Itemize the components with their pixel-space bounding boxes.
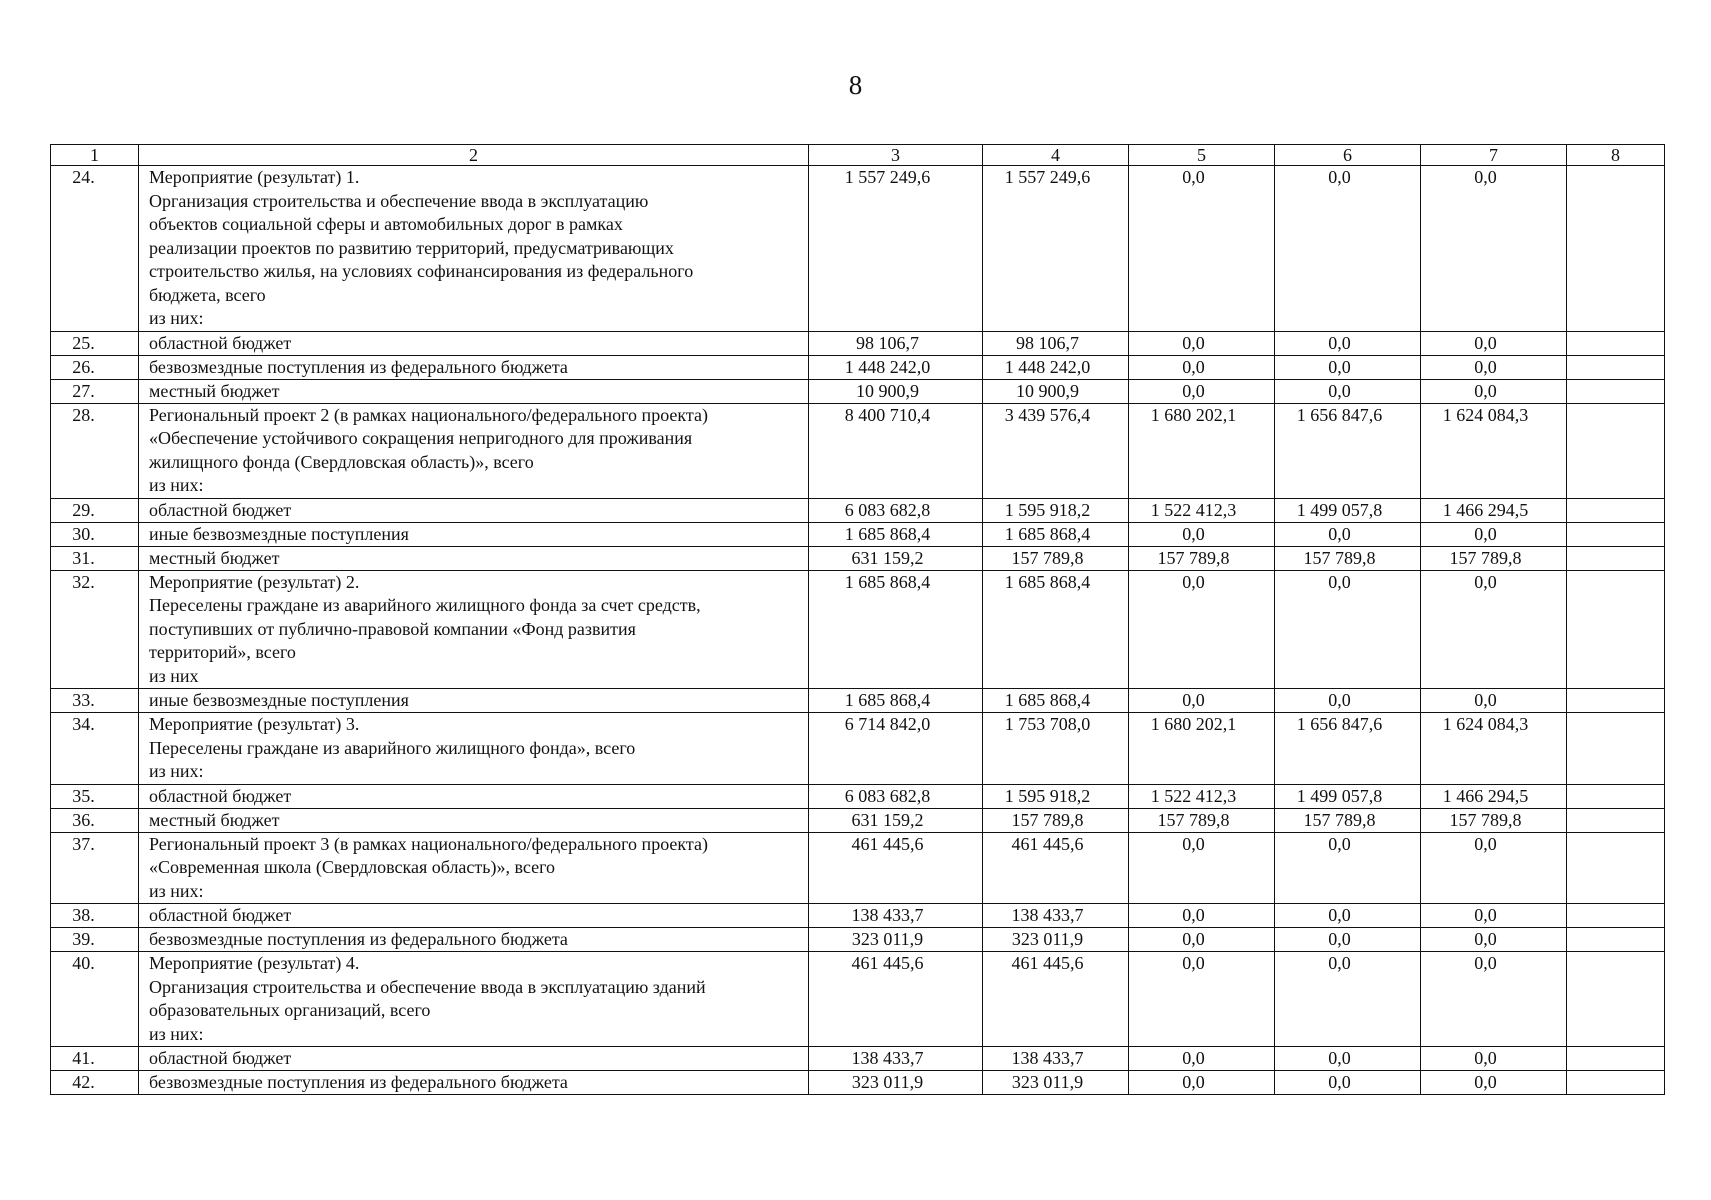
value-cell-c7: 157 789,8 (1421, 808, 1567, 832)
value-cell-c8 (1567, 904, 1665, 928)
value-cell-c6: 157 789,8 (1275, 546, 1421, 570)
value-cell-c5: 0,0 (1129, 832, 1275, 904)
value-cell-c5: 0,0 (1129, 522, 1275, 546)
item-name-line: из них: (149, 475, 204, 495)
value-cell-c5: 1 522 412,3 (1129, 498, 1275, 522)
value-cell-c4: 3 439 576,4 (983, 403, 1129, 498)
item-name-cell (139, 928, 809, 952)
value-cell-c4: 98 106,7 (983, 331, 1129, 355)
item-name-line: Переселены граждане из аварийного жилищного фонда», всего (149, 737, 636, 758)
value-cell-c6: 0,0 (1275, 904, 1421, 928)
item-name-line: из них (149, 665, 199, 686)
value-cell-c7: 1 624 084,3 (1421, 403, 1567, 498)
table-row (51, 784, 1665, 808)
item-name-line: «Современная школа (Свердловская область)», всего (149, 857, 556, 877)
item-name-line: Региональный проект 3 (в рамках национального/федерального проекта) (149, 833, 708, 854)
value-cell-c8 (1567, 1047, 1665, 1071)
row-number-cell: 35. (51, 784, 139, 808)
item-name-line: Мероприятие (результат) 1. (149, 167, 360, 187)
value-cell-c7: 0,0 (1421, 952, 1567, 1047)
row-number-cell: 29. (51, 498, 139, 522)
value-cell-c6: 0,0 (1275, 1047, 1421, 1071)
value-cell-c5: 0,0 (1129, 379, 1275, 403)
value-cell-c5: 0,0 (1129, 904, 1275, 928)
header-cell-5: 5 (1129, 145, 1275, 166)
value-cell-c3: 461 445,6 (809, 952, 983, 1047)
value-cell-c3: 461 445,6 (809, 832, 983, 904)
value-cell-c4: 323 011,9 (983, 928, 1129, 952)
header-row (51, 145, 1665, 166)
value-cell-c6: 0,0 (1275, 928, 1421, 952)
value-cell-c7: 0,0 (1421, 522, 1567, 546)
value-cell-c8 (1567, 689, 1665, 713)
value-cell-c8 (1567, 403, 1665, 498)
value-cell-c7: 0,0 (1421, 331, 1567, 355)
header-cell-1: 1 (51, 145, 139, 166)
item-name-line: местный бюджет (149, 809, 280, 830)
value-cell-c8 (1567, 355, 1665, 379)
value-cell-c7: 0,0 (1421, 832, 1567, 904)
item-name-line: областной бюджет (149, 332, 292, 353)
row-number-cell: 28. (51, 403, 139, 498)
value-cell-c5: 0,0 (1129, 331, 1275, 355)
value-cell-c7: 0,0 (1421, 928, 1567, 952)
value-cell-c5: 1 680 202,1 (1129, 713, 1275, 785)
page-number: 8 (848, 70, 863, 100)
item-name-line: из них: (149, 761, 204, 781)
table-row (51, 713, 1665, 785)
value-cell-c6: 0,0 (1275, 355, 1421, 379)
table-row (51, 166, 1665, 332)
row-number-cell: 41. (51, 1047, 139, 1071)
value-cell-c5: 0,0 (1129, 928, 1275, 952)
value-cell-c4: 138 433,7 (983, 904, 1129, 928)
row-number-cell: 40. (51, 952, 139, 1047)
value-cell-c8 (1567, 166, 1665, 332)
value-cell-c4: 157 789,8 (983, 546, 1129, 570)
item-name-line: реализации проектов по развитию территорий, предусматривающих (149, 237, 674, 258)
value-cell-c5: 157 789,8 (1129, 808, 1275, 832)
value-cell-c6: 0,0 (1275, 832, 1421, 904)
item-name-line: Организация строительства и обеспечение ввода в эксплуатацию зданий (149, 976, 706, 997)
value-cell-c3: 6 083 682,8 (809, 784, 983, 808)
item-name-cell (139, 570, 809, 689)
value-cell-c8 (1567, 570, 1665, 689)
row-number-cell: 31. (51, 546, 139, 570)
row-number-cell: 38. (51, 904, 139, 928)
item-name-line: Переселены граждане из аварийного жилищного фонда за счет средств, (149, 595, 701, 615)
value-cell-c6: 1 499 057,8 (1275, 784, 1421, 808)
row-number-cell: 34. (51, 713, 139, 785)
item-name-line: образовательных организаций, всего (149, 1000, 431, 1020)
table-row (51, 952, 1665, 1047)
item-name-line: из них: (149, 308, 204, 328)
value-cell-c6: 0,0 (1275, 379, 1421, 403)
value-cell-c3: 6 083 682,8 (809, 498, 983, 522)
value-cell-c5: 0,0 (1129, 355, 1275, 379)
value-cell-c4: 1 595 918,2 (983, 498, 1129, 522)
table-row (51, 355, 1665, 379)
value-cell-c4: 1 685 868,4 (983, 570, 1129, 689)
table-row (51, 331, 1665, 355)
value-cell-c3: 6 714 842,0 (809, 713, 983, 785)
item-name-line: областной бюджет (149, 499, 292, 520)
value-cell-c3: 323 011,9 (809, 928, 983, 952)
value-cell-c6: 0,0 (1275, 689, 1421, 713)
table-row (51, 1071, 1665, 1095)
value-cell-c6: 157 789,8 (1275, 808, 1421, 832)
value-cell-c3: 138 433,7 (809, 904, 983, 928)
value-cell-c8 (1567, 808, 1665, 832)
value-cell-c3: 8 400 710,4 (809, 403, 983, 498)
table-row (51, 1047, 1665, 1071)
item-name-cell (139, 498, 809, 522)
value-cell-c6: 0,0 (1275, 1071, 1421, 1095)
item-name-cell (139, 403, 809, 498)
value-cell-c4: 1 595 918,2 (983, 784, 1129, 808)
table-row (51, 522, 1665, 546)
header-cell-3: 3 (809, 145, 983, 166)
item-name-line: поступивших от публично-правовой компании «Фонд развития (149, 618, 636, 639)
value-cell-c3: 138 433,7 (809, 1047, 983, 1071)
value-cell-c8 (1567, 331, 1665, 355)
table-row (51, 904, 1665, 928)
value-cell-c6: 0,0 (1275, 331, 1421, 355)
value-cell-c5: 0,0 (1129, 570, 1275, 689)
value-cell-c7: 0,0 (1421, 355, 1567, 379)
value-cell-c7: 157 789,8 (1421, 546, 1567, 570)
header-cell-8: 8 (1567, 145, 1665, 166)
row-number-cell: 33. (51, 689, 139, 713)
table-body (51, 145, 1665, 1095)
value-cell-c7: 0,0 (1421, 166, 1567, 332)
header-cell-4: 4 (983, 145, 1129, 166)
value-cell-c5: 0,0 (1129, 1071, 1275, 1095)
value-cell-c5: 1 680 202,1 (1129, 403, 1275, 498)
value-cell-c7: 0,0 (1421, 904, 1567, 928)
item-name-line: территорий», всего (149, 642, 296, 662)
budget-table (50, 144, 1665, 1095)
value-cell-c8 (1567, 928, 1665, 952)
value-cell-c3: 1 685 868,4 (809, 689, 983, 713)
item-name-cell (139, 546, 809, 570)
item-name-line: строительство жилья, на условиях софинансирования из федерального (149, 261, 694, 281)
item-name-line: Мероприятие (результат) 3. (149, 714, 360, 734)
item-name-cell (139, 522, 809, 546)
value-cell-c6: 0,0 (1275, 570, 1421, 689)
value-cell-c7: 1 466 294,5 (1421, 498, 1567, 522)
value-cell-c6: 0,0 (1275, 166, 1421, 332)
value-cell-c7: 0,0 (1421, 570, 1567, 689)
item-name-line: бюджета, всего (149, 284, 266, 305)
value-cell-c4: 323 011,9 (983, 1071, 1129, 1095)
item-name-cell (139, 808, 809, 832)
value-cell-c3: 1 557 249,6 (809, 166, 983, 332)
item-name-cell (139, 1047, 809, 1071)
value-cell-c7: 1 466 294,5 (1421, 784, 1567, 808)
value-cell-c5: 157 789,8 (1129, 546, 1275, 570)
item-name-line: безвозмездные поступления из федерального бюджета (149, 1072, 568, 1092)
row-number-cell: 26. (51, 355, 139, 379)
item-name-line: областной бюджет (149, 785, 292, 806)
item-name-line: областной бюджет (149, 1048, 292, 1068)
row-number-cell: 30. (51, 522, 139, 546)
value-cell-c8 (1567, 784, 1665, 808)
value-cell-c4: 1 685 868,4 (983, 522, 1129, 546)
row-number-cell: 32. (51, 570, 139, 689)
value-cell-c5: 0,0 (1129, 1047, 1275, 1071)
item-name-line: безвозмездные поступления из федерального бюджета (149, 356, 568, 377)
value-cell-c7: 0,0 (1421, 689, 1567, 713)
item-name-cell (139, 904, 809, 928)
row-number-cell: 24. (51, 166, 139, 332)
value-cell-c4: 157 789,8 (983, 808, 1129, 832)
item-name-line: иные безвозмездные поступления (149, 523, 409, 544)
item-name-line: безвозмездные поступления из федерального бюджета (149, 929, 568, 949)
value-cell-c4: 1 448 242,0 (983, 355, 1129, 379)
item-name-line: Мероприятие (результат) 2. (149, 571, 360, 592)
value-cell-c6: 1 499 057,8 (1275, 498, 1421, 522)
value-cell-c3: 631 159,2 (809, 546, 983, 570)
value-cell-c8 (1567, 498, 1665, 522)
value-cell-c8 (1567, 1071, 1665, 1095)
value-cell-c8 (1567, 522, 1665, 546)
item-name-cell (139, 355, 809, 379)
value-cell-c8 (1567, 546, 1665, 570)
table-row (51, 808, 1665, 832)
item-name-line: местный бюджет (149, 547, 280, 568)
item-name-line: «Обеспечение устойчивого сокращения непригодного для проживания (149, 428, 693, 448)
table-row (51, 498, 1665, 522)
row-number-cell: 27. (51, 379, 139, 403)
item-name-line: Региональный проект 2 (в рамках национального/федерального проекта) (149, 404, 708, 425)
table-row (51, 546, 1665, 570)
value-cell-c6: 1 656 847,6 (1275, 713, 1421, 785)
value-cell-c5: 1 522 412,3 (1129, 784, 1275, 808)
row-number-cell: 37. (51, 832, 139, 904)
value-cell-c4: 461 445,6 (983, 832, 1129, 904)
value-cell-c3: 1 448 242,0 (809, 355, 983, 379)
value-cell-c3: 98 106,7 (809, 331, 983, 355)
item-name-cell (139, 952, 809, 1047)
table-row (51, 928, 1665, 952)
value-cell-c4: 1 685 868,4 (983, 689, 1129, 713)
item-name-line: Мероприятие (результат) 4. (149, 953, 360, 973)
value-cell-c8 (1567, 379, 1665, 403)
item-name-cell (139, 713, 809, 785)
item-name-line: иные безвозмездные поступления (149, 690, 409, 710)
value-cell-c4: 1 753 708,0 (983, 713, 1129, 785)
item-name-line: из них: (149, 880, 204, 901)
value-cell-c3: 1 685 868,4 (809, 522, 983, 546)
value-cell-c5: 0,0 (1129, 952, 1275, 1047)
item-name-line: областной бюджет (149, 905, 292, 925)
table-row (51, 832, 1665, 904)
value-cell-c6: 1 656 847,6 (1275, 403, 1421, 498)
value-cell-c4: 461 445,6 (983, 952, 1129, 1047)
item-name-cell (139, 331, 809, 355)
row-number-cell: 39. (51, 928, 139, 952)
header-cell-7: 7 (1421, 145, 1567, 166)
item-name-line: жилищного фонда (Свердловская область)», всего (149, 451, 534, 472)
value-cell-c5: 0,0 (1129, 166, 1275, 332)
value-cell-c7: 0,0 (1421, 379, 1567, 403)
row-number-cell: 36. (51, 808, 139, 832)
item-name-line: из них: (149, 1023, 204, 1044)
table-row (51, 403, 1665, 498)
item-name-line: местный бюджет (149, 380, 280, 401)
value-cell-c5: 0,0 (1129, 689, 1275, 713)
value-cell-c8 (1567, 952, 1665, 1047)
header-cell-2: 2 (139, 145, 809, 166)
item-name-cell (139, 832, 809, 904)
item-name-cell (139, 784, 809, 808)
value-cell-c7: 0,0 (1421, 1047, 1567, 1071)
item-name-cell (139, 379, 809, 403)
value-cell-c6: 0,0 (1275, 952, 1421, 1047)
item-name-line: Организация строительства и обеспечение ввода в эксплуатацию (149, 190, 649, 211)
value-cell-c6: 0,0 (1275, 522, 1421, 546)
table-row (51, 689, 1665, 713)
table-row (51, 570, 1665, 689)
item-name-line: объектов социальной сферы и автомобильных дорог в рамках (149, 214, 623, 234)
item-name-cell (139, 166, 809, 332)
row-number-cell: 42. (51, 1071, 139, 1095)
value-cell-c3: 1 685 868,4 (809, 570, 983, 689)
value-cell-c3: 631 159,2 (809, 808, 983, 832)
value-cell-c4: 138 433,7 (983, 1047, 1129, 1071)
value-cell-c7: 1 624 084,3 (1421, 713, 1567, 785)
item-name-cell (139, 1071, 809, 1095)
value-cell-c4: 10 900,9 (983, 379, 1129, 403)
value-cell-c3: 10 900,9 (809, 379, 983, 403)
row-number-cell: 25. (51, 331, 139, 355)
value-cell-c8 (1567, 832, 1665, 904)
header-cell-6: 6 (1275, 145, 1421, 166)
value-cell-c3: 323 011,9 (809, 1071, 983, 1095)
table-row (51, 379, 1665, 403)
value-cell-c8 (1567, 713, 1665, 785)
value-cell-c7: 0,0 (1421, 1071, 1567, 1095)
value-cell-c4: 1 557 249,6 (983, 166, 1129, 332)
item-name-cell (139, 689, 809, 713)
